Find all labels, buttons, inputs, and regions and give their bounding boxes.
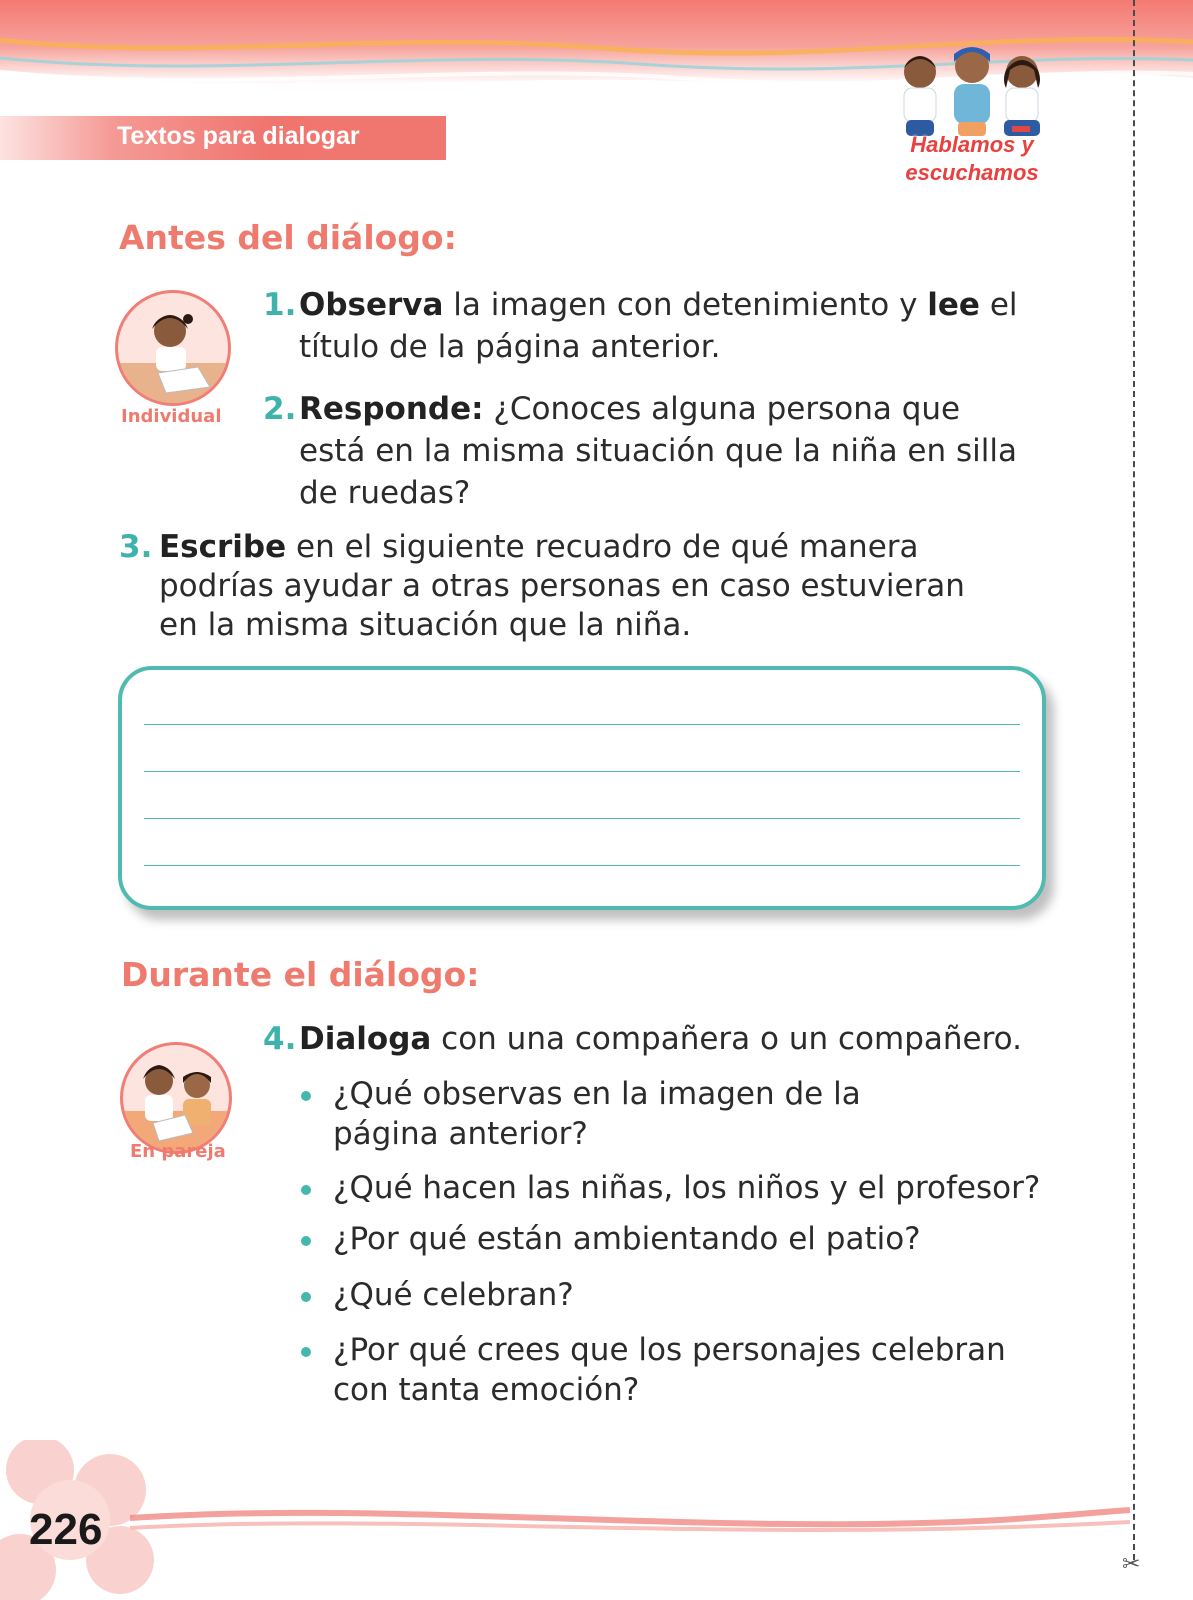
q3-verb-escribe: Escribe bbox=[159, 529, 287, 565]
scissors-icon: ✂ bbox=[1122, 1552, 1141, 1577]
q3-text: en el siguiente recuadro de qué manera bbox=[286, 529, 919, 565]
badge-caption-line2: escuchamos bbox=[905, 160, 1039, 185]
antes-heading: Antes del diálogo: bbox=[119, 218, 457, 257]
dialog-question-bullet bbox=[301, 1074, 1061, 1158]
writing-line bbox=[144, 771, 1020, 772]
q1-verb-lee: lee bbox=[927, 287, 980, 323]
footer-decoration bbox=[0, 1440, 1193, 1600]
q1-number: 1. bbox=[263, 287, 297, 323]
question-4 bbox=[263, 1018, 1063, 1062]
dialog-question-bullet bbox=[301, 1168, 1061, 1210]
bullet-dot bbox=[301, 1091, 311, 1101]
bullet-line1: ¿Qué celebran? bbox=[333, 1277, 574, 1313]
pair-reading-icon bbox=[120, 1042, 232, 1154]
girl-writing-icon bbox=[115, 290, 231, 406]
cut-line bbox=[1133, 0, 1135, 1560]
durante-heading: Durante el diálogo: bbox=[121, 955, 480, 994]
writing-line bbox=[144, 724, 1020, 725]
individual-label: Individual bbox=[121, 406, 222, 427]
dialog-question-bullet bbox=[301, 1219, 1061, 1261]
dialog-question-bullet bbox=[301, 1275, 1061, 1317]
question-1 bbox=[263, 284, 1063, 374]
section-title: Textos para dialogar bbox=[117, 122, 360, 150]
q2-verb-responde: Responde: bbox=[299, 391, 484, 427]
section-title-tab bbox=[0, 116, 446, 160]
en-pareja-label: En pareja bbox=[130, 1141, 226, 1162]
badge-caption-line1: Hablamos y bbox=[910, 132, 1034, 157]
q1-verb-observa: Observa bbox=[299, 287, 444, 323]
bullet-line1: ¿Qué hacen las niñas, los niños y el profesor? bbox=[333, 1170, 1041, 1206]
q1-text: la imagen con detenimiento y bbox=[443, 287, 928, 323]
question-2 bbox=[263, 388, 1063, 518]
bullet-line1: ¿Por qué están ambientando el patio? bbox=[333, 1221, 921, 1257]
q2-text: ¿Conoces alguna persona que bbox=[483, 391, 961, 427]
question-3 bbox=[119, 528, 1019, 648]
bullet-line2: con tanta emoción? bbox=[333, 1372, 640, 1408]
bullet-line1: ¿Qué observas en la imagen de la bbox=[333, 1076, 861, 1112]
bullet-dot bbox=[301, 1185, 311, 1195]
q4-verb-dialoga: Dialoga bbox=[299, 1021, 432, 1057]
q1-text-end: el bbox=[979, 287, 1018, 323]
q3-line2: podrías ayudar a otras personas en caso estuvieran bbox=[159, 568, 965, 604]
bullet-line2: página anterior? bbox=[333, 1116, 588, 1152]
q2-line2: está en la misma situación que la niña en silla bbox=[299, 433, 1017, 469]
page-number: 226 bbox=[29, 1505, 103, 1554]
bullet-dot bbox=[301, 1347, 311, 1357]
answer-writing-box[interactable] bbox=[118, 666, 1046, 910]
q4-text: con una compañera o un compañero. bbox=[431, 1021, 1022, 1057]
dialog-question-bullet bbox=[301, 1330, 1061, 1414]
q3-line3: en la misma situación que la niña. bbox=[159, 607, 692, 643]
q2-line3: de ruedas? bbox=[299, 475, 471, 511]
bullet-dot bbox=[301, 1292, 311, 1302]
bullet-dot bbox=[301, 1236, 311, 1246]
q3-number: 3. bbox=[119, 529, 153, 565]
hablamos-badge bbox=[892, 40, 1052, 200]
q2-number: 2. bbox=[263, 391, 297, 427]
q1-line2: título de la página anterior. bbox=[299, 329, 721, 365]
writing-line bbox=[144, 865, 1020, 866]
bullet-line1: ¿Por qué crees que los personajes celebran bbox=[333, 1332, 1006, 1368]
writing-line bbox=[144, 818, 1020, 819]
q4-number: 4. bbox=[263, 1021, 297, 1057]
